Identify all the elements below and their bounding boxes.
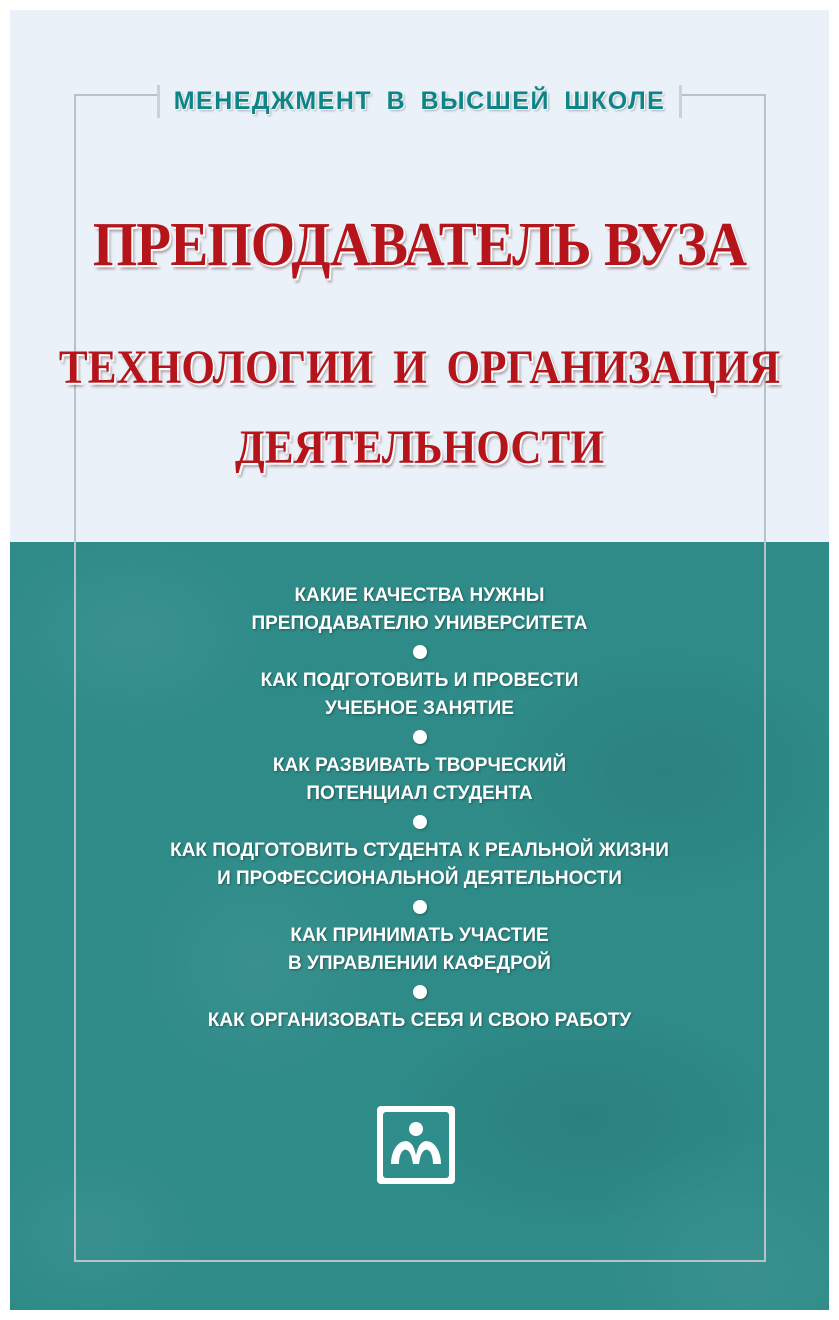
question-item: КАК РАЗВИВАТЬ ТВОРЧЕСКИЙ ПОТЕНЦИАЛ СТУДЕНТА xyxy=(272,755,567,804)
series-name: МЕНЕДЖМЕНТ В ВЫСШЕЙ ШКОЛЕ xyxy=(157,85,683,118)
bullet-dot-icon xyxy=(413,985,427,999)
bullet-dot-icon xyxy=(413,900,427,914)
question-item: КАК ОРГАНИЗОВАТЬ СЕБЯ И СВОЮ РАБОТУ xyxy=(207,1010,632,1031)
publisher-logo-icon xyxy=(377,1106,455,1184)
question-item: КАК ПРИНИМАТЬ УЧАСТИЕ В УПРАВЛЕНИИ КАФЕДРОЙ xyxy=(288,925,551,974)
question-list xyxy=(10,582,829,1035)
publisher-logo-mark-icon xyxy=(383,1112,449,1178)
series-banner xyxy=(10,80,829,122)
book-cover xyxy=(10,10,829,1310)
question-item: КАК ПОДГОТОВИТЬ СТУДЕНТА К РЕАЛЬНОЙ ЖИЗНИ И ПРОФЕССИОНАЛЬНОЙ ДЕЯТЕЛЬНОСТИ xyxy=(170,840,669,889)
book-subtitle-line-1: ТЕХНОЛОГИИ И ОРГАНИЗАЦИЯ xyxy=(58,341,781,394)
bullet-dot-icon xyxy=(413,730,427,744)
question-item: КАК ПОДГОТОВИТЬ И ПРОВЕСТИ УЧЕБНОЕ ЗАНЯТИЕ xyxy=(260,670,579,719)
bullet-dot-icon xyxy=(413,815,427,829)
book-subtitle-line-2: ДЕЯТЕЛЬНОСТИ xyxy=(235,421,604,474)
book-title: ПРЕПОДАВАТЕЛЬ ВУЗА xyxy=(92,211,747,279)
question-item: КАКИЕ КАЧЕСТВА НУЖНЫ ПРЕПОДАВАТЕЛЮ УНИВЕРСИТЕТА xyxy=(251,585,588,634)
bullet-dot-icon xyxy=(413,645,427,659)
